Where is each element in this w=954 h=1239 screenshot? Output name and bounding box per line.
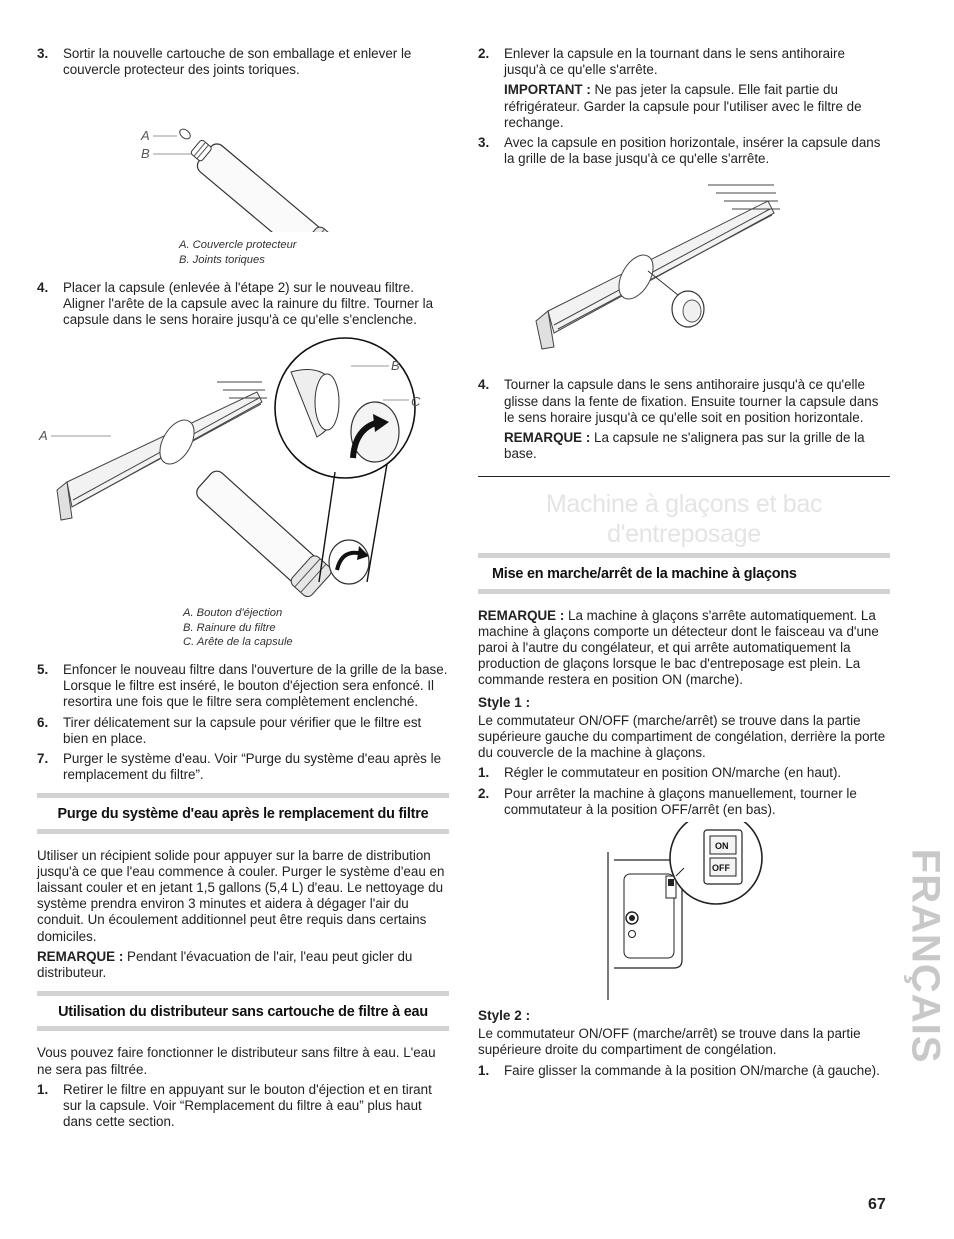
note-label: REMARQUE : — [37, 948, 124, 964]
step-7-left — [37, 751, 449, 783]
important-note — [504, 82, 890, 131]
util-step-1 — [37, 1082, 449, 1131]
note-label: REMARQUE : — [504, 430, 591, 446]
step-text: Tirer délicatement sur la capsule pour vérifier que le filtre est bien en place. — [63, 714, 422, 746]
step-5-left — [37, 662, 449, 711]
step-text: Enlever la capsule en la tournant dans le sens antihoraire jusqu'à ce qu'elle s'arrête. — [504, 46, 845, 78]
label-b: B — [141, 146, 150, 162]
step-text: Sortir la nouvelle cartouche de son emballage et enlever le couvercle protecteur des joints toriques. — [63, 46, 412, 78]
left-column — [37, 46, 449, 1134]
util-heading: Utilisation du distributeur sans cartouche de filtre à eau — [37, 991, 449, 1031]
caption-a: A. Bouton d'éjection — [183, 607, 283, 620]
important-text: Ne pas jeter la capsule. Elle fait partie du réfrigérateur. Garder la capsule pour l'utiliser avec le filtre de rechange. — [504, 82, 862, 130]
cap-insert-figure — [478, 171, 890, 371]
step-2-right — [478, 46, 890, 78]
step-number: 7. — [37, 751, 49, 766]
step-6-left — [37, 715, 449, 747]
style-1-step-2 — [478, 786, 890, 818]
step-text: Placer la capsule (enlevée à l'étape 2) sur le nouveau filtre. Aligner l'arête de la capsule avec la rainure du filtre. Tourner la capsule dans le sens horaire jusqu'à ce qu'elle s'enclenche. — [63, 279, 434, 327]
icemaker-subheading: Mise en marche/arrêt de la machine à glaçons — [478, 553, 890, 593]
switch-illustration — [478, 822, 890, 1002]
caption-b: B. Rainure du filtre — [183, 621, 276, 634]
step-number: 6. — [37, 714, 49, 730]
step-text: Tourner la capsule dans le sens antihoraire jusqu'à ce qu'elle glisse dans la fente de fixation. Ensuite tourner la capsule dans le sens horaire jusqu'à ce qu'elle soit en position horizontale. — [504, 377, 879, 425]
filter-install-illustration — [37, 332, 449, 600]
right-column — [478, 46, 890, 1083]
caption-b: B. Joints toriques — [179, 254, 265, 266]
filter-install-figure — [37, 332, 449, 600]
caption-c: C. Arête de la capsule — [183, 636, 293, 649]
style-1-step-1 — [478, 765, 890, 781]
style-2-body: Le commutateur ON/OFF (marche/arrêt) se trouve dans la partie supérieure droite du compartiment de congélation. — [478, 1026, 861, 1058]
important-label: IMPORTANT : — [504, 82, 591, 98]
icemaker-remark — [478, 608, 890, 689]
step-text: Purger le système d'eau. Voir “Purge du système d'eau après le remplacement du filtre”. — [63, 751, 442, 783]
style-1-heading: Style 1 : — [478, 694, 531, 710]
step-text: Pour arrêter la machine à glaçons manuellement, tourner le commutateur à la position OFF/arrêt (en bas). — [504, 785, 857, 817]
cartridge-illustration — [37, 82, 449, 232]
step-number: 2. — [478, 785, 490, 801]
step-number: 1. — [37, 1081, 49, 1097]
step-3-left — [37, 46, 449, 78]
step-number: 1. — [478, 1062, 490, 1078]
step-text: Faire glisser la commande à la position ON/marche (à gauche). — [504, 1062, 880, 1078]
remark-label: REMARQUE : — [478, 607, 565, 623]
remark-text: La machine à glaçons s'arrête automatiquement. La machine à glaçons comporte un détecteur dont le faisceau va d'une paroi à l'autre du congélateur, et qui arrête automatiquement la production de glaçons lorsque le bac d'entreposage est plein. La commande restera en position ON (marche). — [478, 607, 879, 688]
step-3-right — [478, 135, 890, 167]
switch-on-label: ON — [715, 841, 729, 852]
step-text: Retirer le filtre en appuyant sur le bouton d'éjection et en tirant sur la capsule. Voir “Remplacement du filtre à eau” plus haut dans cette section. — [63, 1081, 432, 1130]
cap-insert-illustration — [478, 171, 890, 371]
step-4-left — [37, 280, 449, 329]
language-tab — [900, 848, 950, 1064]
purge-body: Utiliser un récipient solide pour appuyer sur la barre de distribution jusqu'à ce que l'eau commence à couler. Purger le système d'eau en laissant couler et en jetant 1,5 gallons (5,4 L) d'eau. Le nettoyage du système prendra environ 3 minutes et aidera à dégager l'air du conduit. Un écoulement additionnel peut être requis dans certains domiciles. — [37, 847, 445, 944]
step-number: 4. — [37, 279, 49, 295]
page-number: 67 — [868, 1196, 886, 1213]
section-title: Machine à glaçons et bac d'entreposage — [478, 476, 890, 549]
step-number: 3. — [478, 135, 490, 151]
style-1-body: Le commutateur ON/OFF (marche/arrêt) se trouve dans la partie supérieure gauche du compartiment de congélation, derrière la porte du couvercle de la machine à glaçons. — [478, 712, 886, 761]
step-4-right — [478, 377, 890, 426]
label-c: C — [411, 394, 421, 410]
switch-off-label: OFF — [712, 863, 730, 874]
step-text: Avec la capsule en position horizontale, insérer la capsule dans la grille de la base jusqu'à ce qu'elle s'arrête. — [504, 135, 881, 167]
label-a: A — [141, 128, 150, 144]
step-text: Enfoncer le nouveau filtre dans l'ouverture de la grille de la base. Lorsque le filtre est inséré, le bouton d'éjection sera enfoncé. Il resortira une fois que le filtre sera complètement enclenché. — [63, 661, 448, 710]
step-number: 3. — [37, 46, 49, 61]
step-number: 2. — [478, 46, 490, 61]
switch-figure — [478, 822, 890, 1002]
label-b: B — [391, 358, 400, 374]
cartridge-figure — [37, 82, 449, 232]
util-body: Vous pouvez faire fonctionner le distributeur sans filtre à eau. L'eau ne sera pas filtrée. — [37, 1045, 436, 1077]
step-text: Régler le commutateur en position ON/marche (en haut). — [504, 765, 842, 781]
step-number: 5. — [37, 661, 49, 677]
purge-note — [37, 949, 449, 981]
note-text: Pendant l'évacuation de l'air, l'eau peut gicler du distributeur. — [37, 948, 413, 981]
step-number: 1. — [478, 765, 490, 781]
caption-a: A. Couvercle protecteur — [179, 239, 297, 252]
note-text: La capsule ne s'alignera pas sur la grille de la base. — [504, 430, 865, 462]
label-a: A — [39, 428, 48, 444]
language-tab-text: FRANÇAIS — [903, 848, 948, 1064]
remark-note — [504, 430, 890, 462]
step-number: 4. — [478, 377, 490, 393]
style-2-step-1 — [478, 1063, 890, 1079]
purge-heading: Purge du système d'eau après le remplacement du filtre — [37, 793, 449, 833]
style-2-heading: Style 2 : — [478, 1008, 531, 1024]
